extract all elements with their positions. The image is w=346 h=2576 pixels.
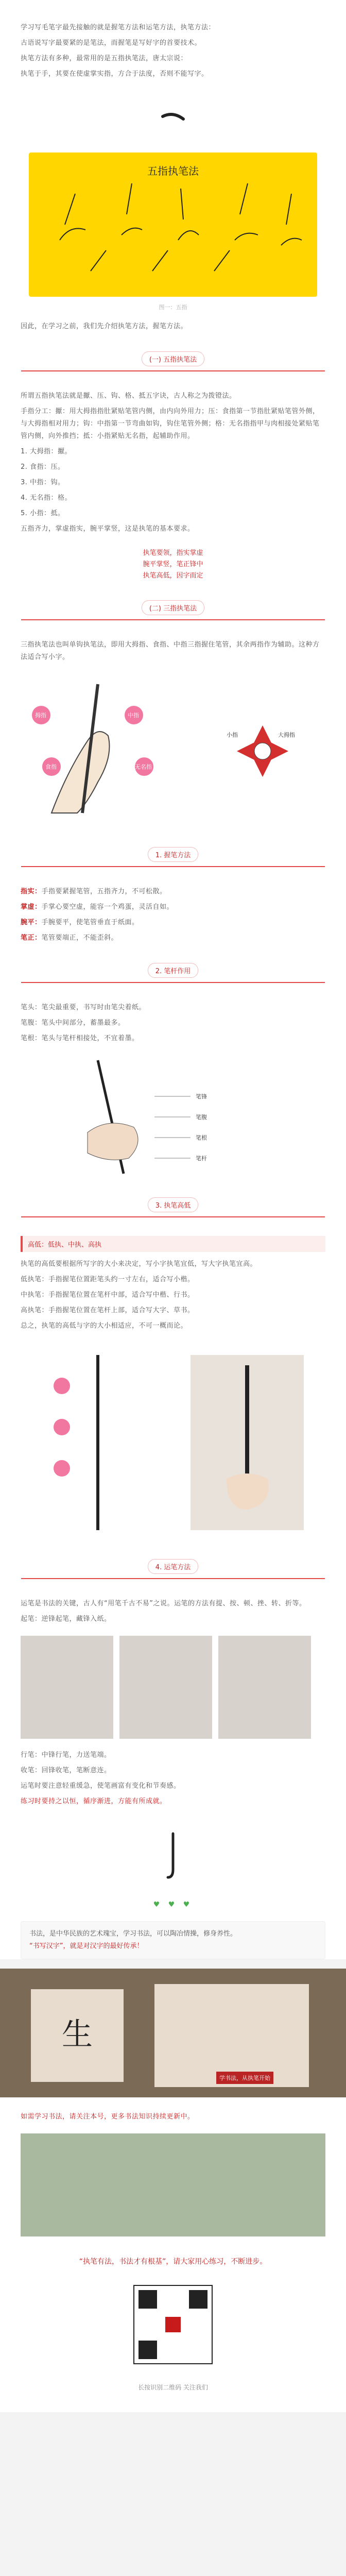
finger-list-item: 3. 中指：钩。 <box>21 479 65 486</box>
height-diagram <box>21 1345 325 1540</box>
summary-line: 腕平掌竖，笔正锋中 <box>143 561 203 568</box>
brush-label: 笔根 <box>196 1134 207 1141</box>
body-paragraph: 总之，执笔的高低与字的大小相适应，不可一概而论。 <box>21 1322 188 1330</box>
brush-diagram <box>21 1055 325 1179</box>
summary-line: 执笔高低，因字而定 <box>143 572 203 580</box>
banner-caption: 学书法，从执笔开始 <box>216 2072 273 2084</box>
diagram-label: 无名指 <box>135 764 152 770</box>
grip-lead: 笔正： <box>21 934 42 942</box>
body-paragraph: 低执笔：手指握笔位置距笔头约一寸左右，适合写小楷。 <box>21 1276 195 1283</box>
finger-list-item: 2. 食指：压。 <box>21 463 65 471</box>
intro-line: 执笔于手，其要在使虚掌实指，方合于法度，否则不能写字。 <box>21 70 209 78</box>
body-paragraph: 执笔的高低要根据所写字的大小来决定，写小字执笔宜低，写大字执笔宜高。 <box>21 1260 257 1268</box>
section-title: 4. 运笔方法 <box>148 1559 199 1574</box>
grip-text: 笔管要端正，不能歪斜。 <box>41 934 118 942</box>
section-title: 2. 笔杆作用 <box>148 963 199 978</box>
footer-content <box>0 2097 346 2412</box>
footer-paragraph: 如需学习书法，请关注本号，更多书法知识持续更新中。 <box>21 2113 195 2121</box>
section-divider <box>21 1216 325 1217</box>
grip-lead: 腕平： <box>21 919 42 926</box>
section-header <box>21 600 325 620</box>
body-paragraph: 手指分工：擫：用大拇指指肚紧贴笔管内侧，由内向外用力；压：食指第一节指肚紧贴笔管外侧，与大拇指相对用力；钩：中指第一节弯曲如钩，钩住笔管外侧；格：无名指指甲与肉相接处紧贴笔管内侧，向外推挡；抵：小指紧贴无名指，起辅助作用。 <box>21 408 320 440</box>
body-paragraph: 运笔是书法的关键，古人有“用笔千古不易”之说。运笔的方法有提、按、顿、挫、转、折等。 <box>21 1600 306 1607</box>
qr-block <box>189 2290 207 2309</box>
section-header <box>21 847 325 867</box>
body-paragraph: 所谓五指执笔法就是擫、压、钩、格、抵五字诀，古人称之为拨镫法。 <box>21 392 236 400</box>
penholder-item: 笔头：笔尖最重要，书写时由笔尖着纸。 <box>21 1004 146 1011</box>
section-header <box>21 963 325 983</box>
heart-divider: ♥ ♥ ♥ <box>153 1901 193 1909</box>
qr-center-logo <box>165 2317 181 2332</box>
hand-grip-icon <box>21 674 325 828</box>
penholder-item: 笔腹：笔头中间部分，蓄墨最多。 <box>21 1019 125 1027</box>
section-title: 3. 执笔高低 <box>148 1197 199 1212</box>
section-title: 1. 握笔方法 <box>148 847 199 862</box>
grip-item <box>21 932 325 944</box>
qr-caption: 长按识别二维码 关注我们 <box>138 2384 208 2391</box>
finger-list-item: 5. 小指：抵。 <box>21 510 65 517</box>
body-paragraph: 起笔：逆锋起笔，藏锋入纸。 <box>21 1615 111 1623</box>
diagram-label: 拇指 <box>35 712 46 719</box>
qr-block <box>139 2290 157 2309</box>
intro-line: 古语说写字最要紧的是笔法，而握笔是写好字的首要技术。 <box>21 39 202 47</box>
calligraphy-banner <box>0 1969 346 2097</box>
penholder-item: 笔根：笔头与笔杆相接处，不宜着墨。 <box>21 1035 139 1042</box>
section-header <box>21 1197 325 1217</box>
section-divider <box>21 370 325 371</box>
stroke-photo <box>119 1636 212 1739</box>
summary-line: 执笔要领，指实掌虚 <box>143 549 203 557</box>
section-title: (二) 三指执笔法 <box>142 600 204 615</box>
diagram-label: 大拇指 <box>278 732 295 738</box>
grip-text: 手腕要平，使笔管垂直于纸面。 <box>41 919 139 926</box>
five-finger-illustration <box>29 152 317 297</box>
body-paragraph: 行笔：中锋行笔，力送笔端。 <box>21 1751 111 1759</box>
body-paragraph: 五指齐力，掌虚指实，腕平掌竖，这是执笔的基本要求。 <box>21 525 195 533</box>
diagram-label: 小指 <box>227 732 238 738</box>
red-summary <box>21 548 325 582</box>
stroke-photo-row <box>21 1636 325 1739</box>
after-illustration-text: 因此，在学习之前，我们先介绍执笔方法，握笔方法。 <box>21 323 188 330</box>
section-title: (一) 五指执笔法 <box>142 351 204 366</box>
section-header <box>21 1559 325 1579</box>
section-divider <box>21 619 325 620</box>
highlight-paragraph: 练习时要持之以恒，循序渐进，方能有所成就。 <box>21 1798 167 1805</box>
grip-lead: 指实： <box>21 888 42 895</box>
intro-line: 执笔方法有多种，最常用的是五指执笔法，唐太宗说： <box>21 55 188 62</box>
section-header <box>21 351 325 371</box>
hand-diagram <box>21 674 325 828</box>
body-paragraph: 运笔时要注意轻重缓急，使笔画富有变化和节奏感。 <box>21 1782 181 1790</box>
quote-box-highlight: “书写汉字”，就是对汉字的最好传承！ <box>29 1942 144 1950</box>
grip-text: 手掌心要空虚，能容一个鸡蛋，灵活自如。 <box>41 903 174 911</box>
brush-stroke-icon <box>152 1828 194 1880</box>
body-paragraph: 三指执笔法也叫单钩执笔法，即用大拇指、食指、中指三指握住笔管，其余两指作为辅助。这种方法适合写小字。 <box>21 641 320 661</box>
intro-line: 学习写毛笔字最先接触的就是握笔方法和运笔方法，执笔方法： <box>21 24 216 31</box>
body-paragraph: 高执笔：手指握笔位置在笔杆上部，适合写大字、草书。 <box>21 1307 195 1314</box>
qr-code <box>133 2285 213 2364</box>
body-paragraph: 收笔：回锋收笔，笔断意连。 <box>21 1767 111 1774</box>
brush-stroke-icon <box>152 101 194 132</box>
brush-hand-icon <box>21 1055 325 1179</box>
brush-label: 笔锋 <box>196 1093 207 1100</box>
qr-block <box>139 2341 157 2359</box>
hands-illustration-icon <box>29 152 317 297</box>
diagram-label: 食指 <box>45 764 57 770</box>
brush-height-icon <box>21 1345 325 1540</box>
section-divider <box>21 982 325 983</box>
gallery-photo <box>21 2133 325 2236</box>
section-divider <box>21 866 325 867</box>
stroke-photo <box>21 1636 113 1739</box>
stroke-photo <box>218 1636 311 1739</box>
grip-item <box>21 886 325 898</box>
body-paragraph: 中执笔：手指握笔位置在笔杆中部，适合写中楷、行书。 <box>21 1291 195 1299</box>
quote-box-text: 书法，是中华民族的艺术瑰宝，学习书法，可以陶冶情操，修身养性。 <box>29 1930 237 1938</box>
grip-item <box>21 901 325 913</box>
finger-list-item: 4. 无名指：格。 <box>21 494 72 502</box>
grip-lead: 掌虚： <box>21 903 42 911</box>
finger-list-item: 1. 大拇指：擫。 <box>21 448 72 455</box>
brush-label: 笔腹 <box>196 1114 207 1121</box>
illustration-caption: 图一：五指 <box>159 304 187 311</box>
quote-box <box>21 1921 325 1959</box>
section-divider <box>21 1578 325 1579</box>
grip-item <box>21 917 325 929</box>
height-subtitle: 高低：低执、中执、高执 <box>21 1236 325 1252</box>
diagram-label: 中指 <box>128 712 139 719</box>
brush-label: 笔杆 <box>196 1155 207 1162</box>
banner-char: 生 <box>62 2016 93 2053</box>
illustration-title: 五指执笔法 <box>147 165 199 177</box>
closing-quote: “执笔有法，书法才有根基”，请大家用心练习，不断进步。 <box>79 2258 267 2266</box>
grip-text: 手指要紧握笔管，五指齐力，不可松散。 <box>41 888 167 895</box>
